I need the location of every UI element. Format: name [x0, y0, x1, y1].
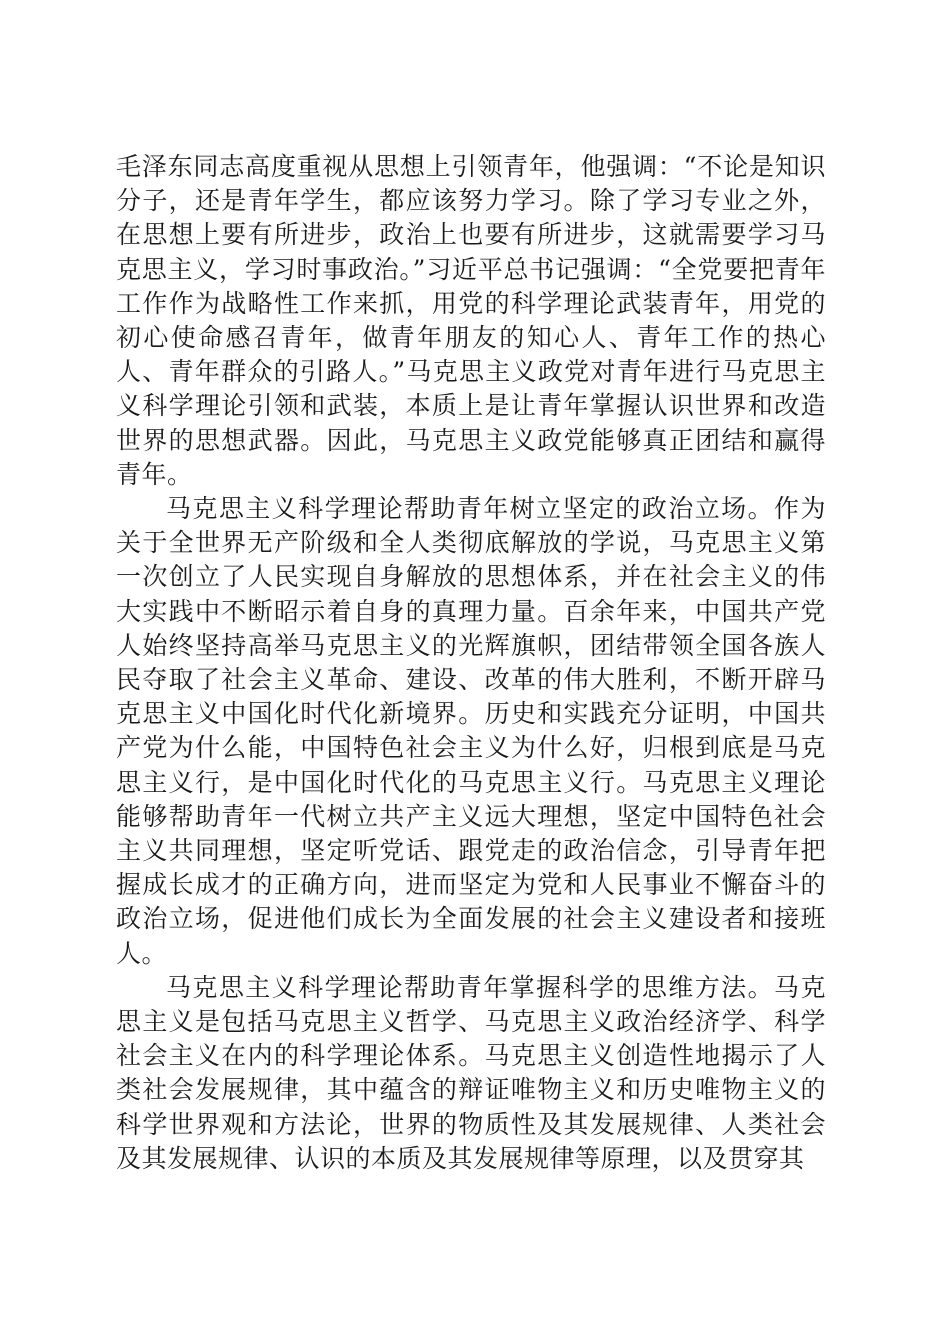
body-text — [116, 150, 826, 1176]
paragraph-thinking-method: 马克思主义科学理论帮助青年掌握科学的思维方法。马克思主义是包括马克思主义哲学、马克思主义政治经济学、科学社会主义在内的科学理论体系。马克思主义创造性地揭示了人类社会发展规律，其中蕴含的辩证唯物主义和历史唯物主义的科学世界观和方法论，世界的物质性及其发展规律、人类社会及其发展规律、认识的本质及其发展规律等原理，以及贯穿其 — [116, 972, 826, 1173]
paragraph-continuation: 毛泽东同志高度重视从思想上引领青年，他强调：“不论是知识分子，还是青年学生，都应该努力学习。除了学习专业之外，在思想上要有所进步，政治上也要有所进步，这就需要学习马克思主义，学习时事政治。”习近平总书记强调：“全党要把青年工作作为战略性工作来抓，用党的科学理论武装青年，用党的初心使命感召青年，做青年朋友的知心人、青年工作的热心人、青年群众的引路人。”马克思主义政党对青年进行马克思主义科学理论引领和武装，本质上是让青年掌握认识世界和改造世界的思想武器。因此，马克思主义政党能够真正团结和赢得青年。 — [116, 152, 826, 489]
paragraph-political-stance: 马克思主义科学理论帮助青年树立坚定的政治立场。作为关于全世界无产阶级和全人类彻底解放的学说，马克思主义第一次创立了人民实现自身解放的思想体系，并在社会主义的伟大实践中不断昭示着自身的真理力量。百余年来，中国共产党人始终坚持高举马克思主义的光辉旗帜，团结带领全国各族人民夺取了社会主义革命、建设、改革的伟大胜利，不断开辟马克思主义中国化时代化新境界。历史和实践充分证明，中国共产党为什么能，中国特色社会主义为什么好，归根到底是马克思主义行，是中国化时代化的马克思主义行。马克思主义理论能够帮助青年一代树立共产主义远大理想，坚定中国特色社会主义共同理想，坚定听党话、跟党走的政治信念，引导青年把握成长成才的正确方向，进而坚定为党和人民事业不懈奋斗的政治立场，促进他们成长为全面发展的社会主义建设者和接班人。 — [116, 494, 826, 968]
